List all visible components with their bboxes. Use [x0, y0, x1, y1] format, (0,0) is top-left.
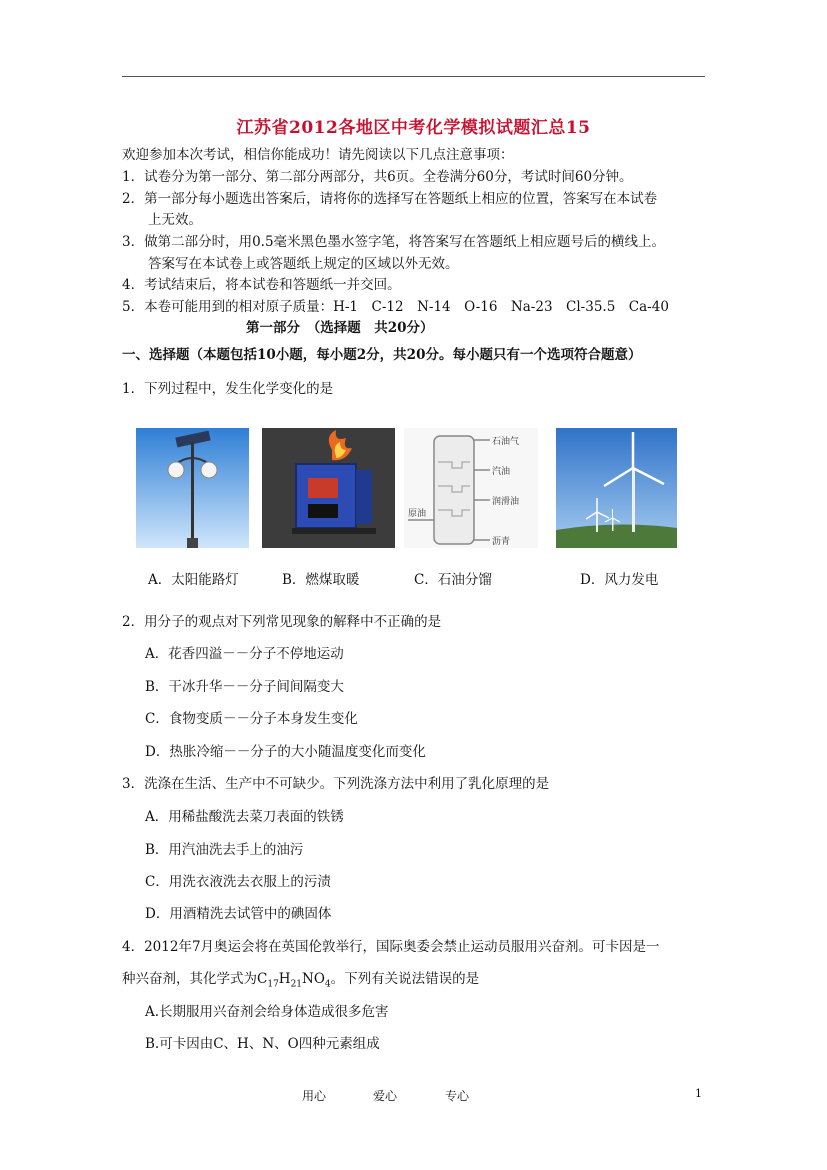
question-4-stem-line2 — [122, 970, 479, 994]
label-gas: 石油气 — [492, 437, 520, 447]
question-3-stem: 3．洗涤在生活、生产中不可缺少。下列洗涤方法中利用了乳化原理的是 — [122, 776, 550, 792]
option-3d: D．用酒精洗去试管中的碘固体 — [145, 906, 332, 922]
option-1c: C．石油分馏 — [414, 572, 492, 588]
option-2b: B．干冰升华－－分子间间隔变大 — [145, 679, 344, 695]
solar-street-lamp-image — [136, 428, 249, 548]
chemical-formula — [257, 971, 331, 990]
formula-h: H — [278, 971, 291, 987]
question-2-stem: 2．用分子的观点对下列常见现象的解释中不正确的是 — [122, 614, 442, 630]
section-title: 一、选择题（本题包括10小题，每小题2分，共20分。每小题只有一个选项符合题意） — [122, 347, 642, 363]
formula-c: C — [257, 971, 268, 987]
q4-stem-post: 。下列有关说法错误的是 — [330, 971, 480, 987]
option-2a: A．花香四溢－－分子不停地运动 — [145, 646, 344, 662]
petroleum-fractionation-diagram — [404, 428, 538, 548]
page-number: 1 — [695, 1087, 702, 1100]
label-gasoline: 汽油 — [492, 467, 511, 477]
formula-no: NO — [302, 971, 325, 987]
option-3c: C．用洗衣液洗去衣服上的污渍 — [145, 874, 331, 890]
intro-line: 4．考试结束后，将本试卷和答题纸一并交回。 — [122, 277, 401, 293]
option-3a: A．用稀盐酸洗去菜刀表面的铁锈 — [145, 809, 344, 825]
q4-stem-pre: 种兴奋剂，其化学式为 — [122, 971, 257, 987]
intro-line: 3．做第二部分时，用0.5毫米黑色墨水签字笔，将答案写在答题纸上相应题号后的横线上。 — [122, 234, 666, 250]
formula-h-sub: 21 — [290, 979, 303, 990]
header-rule — [122, 76, 705, 77]
question-1-stem: 1．下列过程中，发生化学变化的是 — [122, 381, 334, 397]
intro-line: 上无效。 — [148, 212, 202, 228]
formula-o-sub: 4 — [324, 979, 331, 990]
option-2c: C．食物变质－－分子本身发生变化 — [145, 711, 358, 727]
part-title: 第一部分 （选择题 共20分） — [246, 320, 434, 336]
label-lubricant: 润滑油 — [492, 497, 520, 507]
option-1d: D．风力发电 — [580, 572, 659, 588]
wind-turbines-image — [556, 428, 677, 548]
formula-c-sub: 17 — [267, 979, 279, 990]
footer-text-b: 爱心 — [373, 1089, 398, 1103]
question-4-stem: 4．2012年7月奥运会将在英国伦敦举行，国际奥委会禁止运动员服用兴奋剂。可卡因是一 — [122, 939, 660, 955]
label-crude-oil: 原油 — [408, 509, 427, 519]
option-2d: D．热胀冷缩－－分子的大小随温度变化而变化 — [145, 744, 426, 760]
intro-line: 欢迎参加本次考试，相信你能成功！请先阅读以下几点注意事项： — [122, 147, 514, 163]
footer-text-a: 用心 — [302, 1089, 327, 1103]
document-title: 江苏省2012各地区中考化学模拟试题汇总15 — [236, 118, 591, 138]
option-4b: B.可卡因由C、H、N、O四种元素组成 — [145, 1036, 380, 1052]
intro-line: 答案写在本试卷上或答题纸上规定的区域以外无效。 — [148, 256, 459, 272]
intro-line: 5．本卷可能用到的相对原子质量：H-1 C-12 N-14 O-16 Na-23 Cl-35.5 Ca-40 — [122, 299, 669, 315]
intro-line: 2．第一部分每小题选出答案后，请将你的选择写在答题纸上相应的位置，答案写在本试卷 — [122, 191, 658, 207]
label-asphalt: 沥青 — [492, 537, 511, 547]
footer-text-c: 专心 — [445, 1089, 470, 1103]
option-1b: B．燃煤取暖 — [282, 572, 360, 588]
option-1a: A．太阳能路灯 — [148, 572, 239, 588]
intro-line: 1．试卷分为第一部分、第二部分两部分，共6页。全卷满分60分，考试时间60分钟。 — [122, 169, 633, 185]
coal-stove-image — [262, 428, 395, 548]
option-4a: A.长期服用兴奋剂会给身体造成很多危害 — [145, 1004, 389, 1020]
option-3b: B．用汽油洗去手上的油污 — [145, 842, 304, 858]
